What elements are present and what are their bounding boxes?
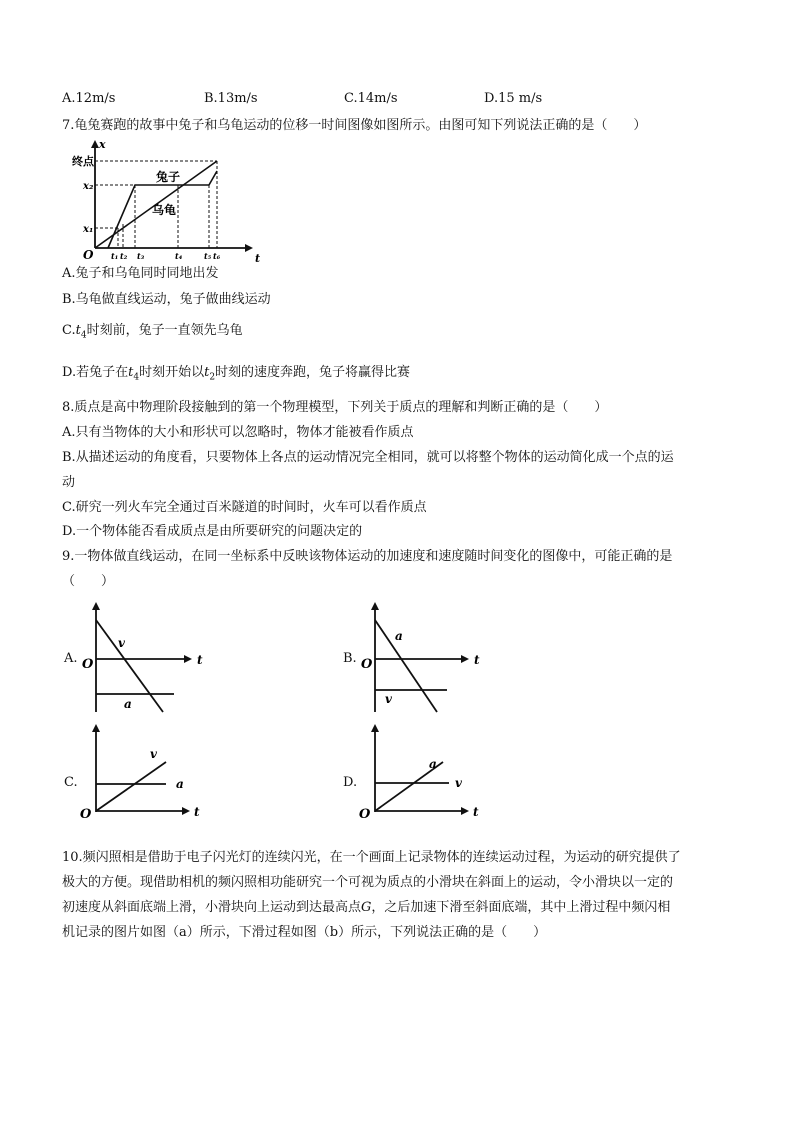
svg-text:a: a bbox=[395, 629, 403, 643]
q8-stem: 8.质点是高中物理阶段接触到的第一个物理模型，下列关于质点的理解和判断正确的是（ ） bbox=[62, 400, 608, 415]
q10-line2: 极大的方便。现借助相机的频闪照相功能研究一个可视为质点的小滑块在斜面上的运动，令小滑块以一定的 bbox=[62, 875, 674, 890]
q7-xtick-t4: t₄ bbox=[175, 251, 183, 261]
q9-graph-b bbox=[357, 600, 482, 715]
svg-text:v: v bbox=[118, 636, 125, 650]
svg-text:v: v bbox=[150, 747, 157, 761]
q6-option-d: D.15 m/s bbox=[484, 91, 543, 106]
q7-xtick-t3: t₃ bbox=[137, 251, 145, 261]
q8-option-b-line2: 动 bbox=[62, 475, 76, 490]
svg-text:O: O bbox=[80, 807, 92, 822]
q7-origin: O bbox=[83, 248, 94, 262]
q7-option-b: B.乌龟做直线运动，兔子做曲线运动 bbox=[62, 292, 271, 307]
q7-ytick-finish: 终点 bbox=[72, 155, 94, 168]
svg-text:a: a bbox=[124, 697, 132, 711]
q9-graph-a bbox=[78, 600, 203, 715]
q9-c-v-line bbox=[96, 762, 166, 811]
svg-text:a: a bbox=[429, 757, 437, 771]
q7-rabbit-label: 兔子 bbox=[156, 170, 181, 184]
q7-xtick-t1: t₁ bbox=[111, 251, 119, 261]
q9-graph-c bbox=[78, 720, 203, 830]
q9-graph-d bbox=[357, 720, 482, 830]
q8-option-b-line1: B.从描述运动的角度看，只要物体上各点的运动情况完全相同，就可以将整个物体的运动简化成一个点的运 bbox=[62, 450, 674, 465]
svg-text:t: t bbox=[473, 805, 479, 819]
q7-t-axis-arrow bbox=[245, 244, 253, 252]
q6-option-a: A.12m/s bbox=[62, 91, 116, 106]
q7-stem: 7.龟兔赛跑的故事中兔子和乌龟运动的位移一时间图像如图所示。由图可知下列说法正确的是（ ） bbox=[62, 118, 647, 133]
svg-text:t: t bbox=[197, 653, 203, 667]
svg-text:a: a bbox=[176, 777, 184, 791]
svg-text:O: O bbox=[361, 657, 373, 672]
q10-line3: 初速度从斜面底端上滑，小滑块向上运动到达最高点G，之后加速下滑至斜面底端，其中上滑过程中频闪相 bbox=[62, 900, 671, 915]
q7-option-c: $C.t_4$时刻前，兔子一直领先乌龟 bbox=[62, 323, 243, 341]
q8-option-c: C.研究一列火车完全通过百米隧道的时间时，火车可以看作质点 bbox=[62, 500, 427, 515]
q7-xtick-t5: t₅ bbox=[204, 251, 212, 261]
q7-ytick-x1: x₁ bbox=[83, 224, 94, 235]
q8-option-a: A.只有当物体的大小和形状可以忽略时，物体才能被看作质点 bbox=[62, 425, 414, 440]
q9-graph-d-label: D. bbox=[343, 775, 358, 790]
q9-stem-line2: （ ） bbox=[62, 574, 115, 589]
q7-option-d: D.若兔子在$t_4$时刻开始以$t_2$时刻的速度奔跑，兔子将赢得比赛 bbox=[62, 365, 411, 383]
q7-xtick-t2: t₂ bbox=[120, 251, 128, 261]
q9-graph-c-label: C. bbox=[64, 775, 78, 790]
svg-text:v: v bbox=[455, 776, 462, 790]
q8-option-d: D.一个物体能否看成质点是由所要研究的问题决定的 bbox=[62, 524, 363, 539]
q7-position-time-graph bbox=[72, 138, 261, 265]
svg-text:v: v bbox=[385, 692, 392, 706]
q7-y-axis-label: x bbox=[99, 138, 106, 151]
q7-ytick-x2: x₂ bbox=[83, 181, 94, 192]
q7-tortoise-label: 乌龟 bbox=[152, 203, 177, 217]
q7-xtick-t6: t₆ bbox=[213, 251, 221, 261]
q10-line4: 机记录的图片如图（a）所示，下滑过程如图（b）所示，下列说法正确的是（ ） bbox=[62, 925, 547, 940]
q7-x-axis-arrow bbox=[91, 140, 99, 148]
q7-t-axis-label: t bbox=[255, 252, 261, 265]
q6-option-b: B.13m/s bbox=[204, 91, 258, 106]
q6-option-c: C.14m/s bbox=[344, 91, 398, 106]
q9-graph-a-label: A. bbox=[64, 651, 78, 666]
svg-text:O: O bbox=[82, 657, 94, 672]
q9-stem-line1: 9.一物体做直线运动，在同一坐标系中反映该物体运动的加速度和速度随时间变化的图像中，可能正确的是 bbox=[62, 549, 673, 564]
svg-text:t: t bbox=[194, 805, 200, 819]
q10-line1: 10.频闪照相是借助于电子闪光灯的连续闪光，在一个画面上记录物体的连续运动过程，为运动的研究提供了 bbox=[62, 850, 681, 865]
q9-graph-b-label: B. bbox=[343, 651, 357, 666]
svg-text:t: t bbox=[474, 653, 480, 667]
q7-option-a: A.兔子和乌龟同时同地出发 bbox=[62, 266, 219, 281]
svg-text:O: O bbox=[359, 807, 371, 822]
